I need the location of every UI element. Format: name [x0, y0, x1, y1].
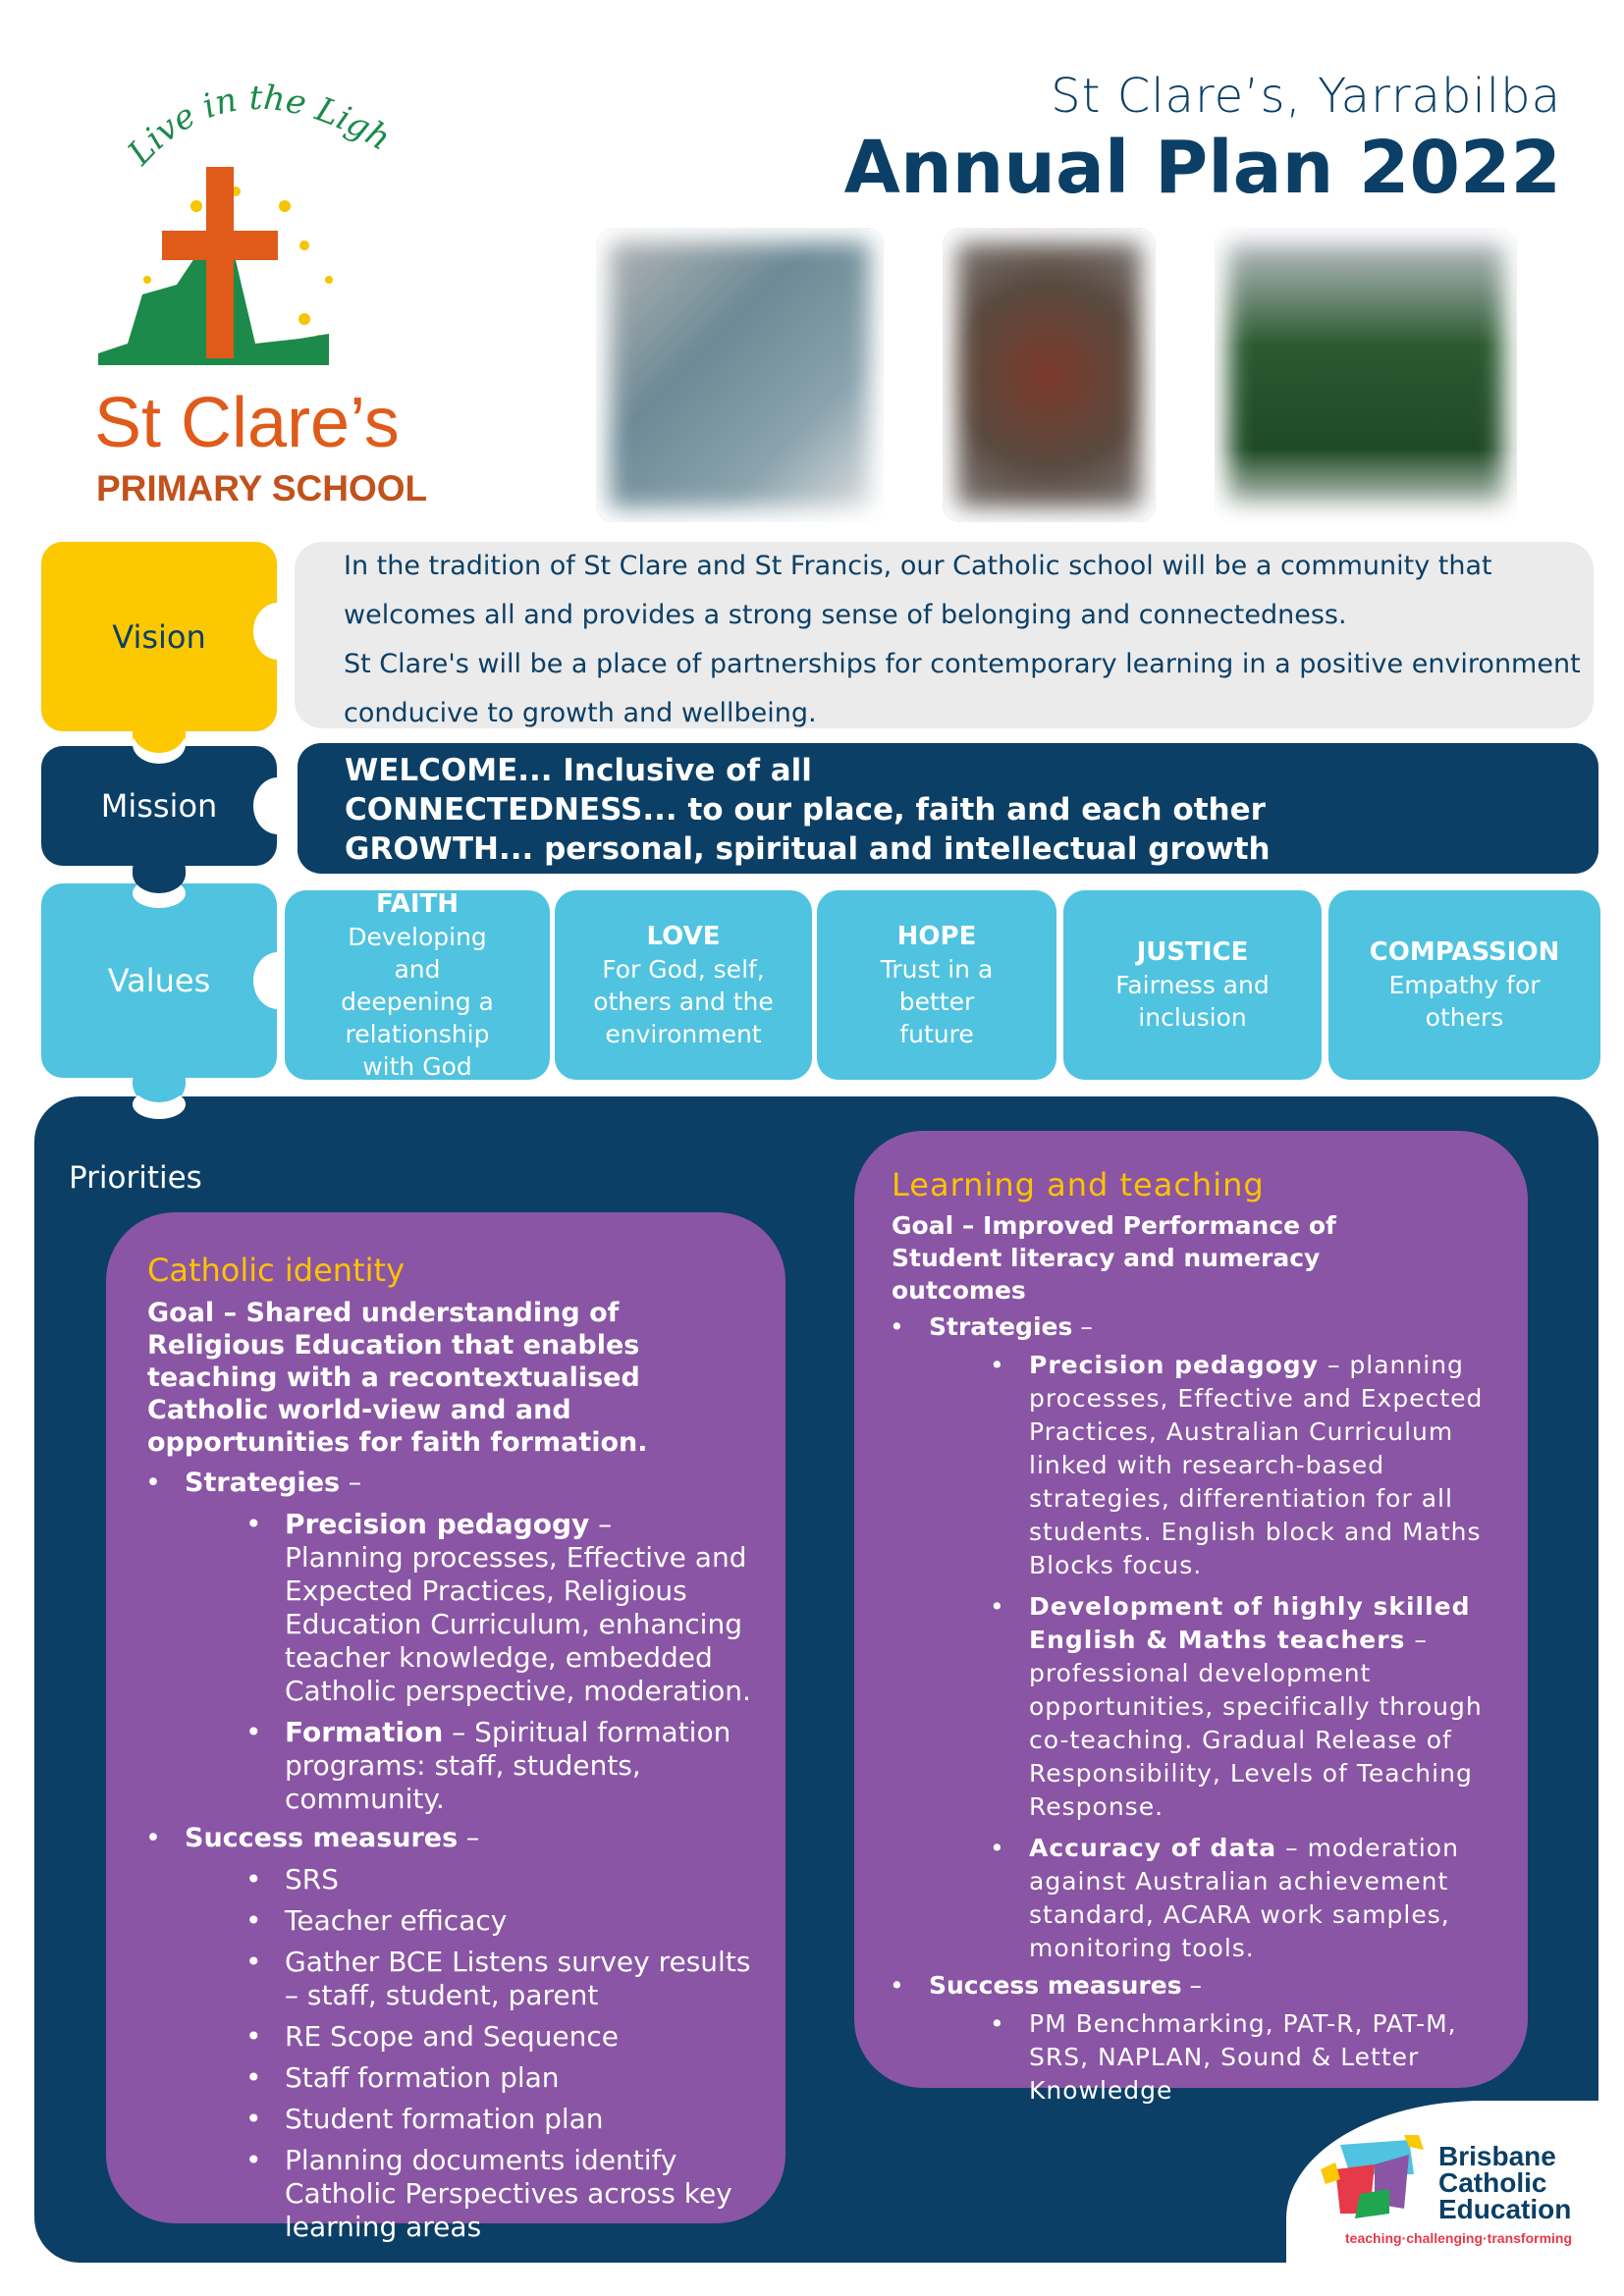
- vision-knob-overlap: [133, 709, 186, 753]
- bce-name-line: Brisbane: [1438, 2141, 1556, 2171]
- mission-label: Mission: [100, 787, 218, 825]
- vision-tab: [41, 542, 277, 731]
- bce-tagline: teaching·challenging·transforming: [1345, 2230, 1573, 2246]
- photo-san-damiano-cross: [943, 228, 1156, 522]
- mission-knob-overlap: [133, 854, 186, 893]
- bce-logo-name: [1438, 2143, 1571, 2222]
- value-title: LOVE: [646, 921, 721, 951]
- mission-line: WELCOME... Inclusive of all: [345, 753, 812, 788]
- strategy-item: • Formation – Spiritual formation programs: staff, students, community.: [285, 1716, 756, 1816]
- value-text: Empathy for others: [1388, 971, 1541, 1032]
- photo-students-classroom: [1215, 228, 1517, 522]
- vision-line: St Clare's will be a place of partnerships for contemporary learning in a positive environment: [344, 649, 1581, 679]
- values-tab: [41, 883, 277, 1078]
- learning-teaching-box: [854, 1131, 1528, 2105]
- photo-students-with-candle: [596, 228, 884, 522]
- svg-text:Live in the Light: [88, 69, 397, 174]
- vision-statement: [295, 542, 1594, 728]
- measures-heading: • Success measures –: [929, 1969, 1498, 2002]
- value-love: [555, 890, 812, 1080]
- school-logo: [88, 69, 442, 520]
- puzzle-notch: [253, 777, 302, 834]
- measure-item: • Student formation plan: [285, 2103, 756, 2136]
- school-location: St Clare’s, Yarrabilba: [1051, 69, 1561, 124]
- value-text: Developing and deepening a relationship with God: [341, 922, 494, 1081]
- value-title: HOPE: [896, 921, 977, 951]
- value-text: Trust in a better future: [880, 954, 994, 1048]
- logo-motto: Live in the Ligh: [120, 78, 398, 173]
- measure-item: • Gather BCE Listens survey results – staff, student, parent: [285, 1946, 756, 2012]
- mission-statement: [298, 743, 1598, 874]
- value-title: COMPASSION: [1369, 937, 1560, 967]
- strategy-item: • Accuracy of data – moderation against Australian achievement standard, ACARA work samples, monitoring tools.: [1029, 1832, 1498, 1965]
- measures-heading: • Success measures –: [185, 1822, 756, 1855]
- vision-line: conducive to growth and wellbeing.: [344, 698, 817, 728]
- mission-line: CONNECTEDNESS... to our place, faith and each other: [345, 792, 1266, 828]
- logo-school: PRIMARY SCHOOL: [96, 468, 428, 508]
- measure-item: • PM Benchmarking, PAT-R, PAT-M, SRS, NAPLAN, Sound & Letter Knowledge: [1029, 2007, 1498, 2108]
- strategy-item: • Precision pedagogy – Planning processes, Effective and Expected Practices, Religious Education Curriculum, enhancing teacher knowledge, embedded Catholic perspective, moderation.: [285, 1508, 756, 1708]
- measure-item: • Planning documents identify Catholic Perspectives across key learning areas: [285, 2144, 756, 2244]
- vision-line: welcomes all and provides a strong sense of belonging and connectedness.: [344, 600, 1347, 630]
- priorities-label: Priorities: [69, 1160, 202, 1196]
- learning-goal: Goal – Improved Performance of Student literacy and numeracy outcomes: [892, 1211, 1336, 1305]
- logo-name: St Clare’s: [94, 384, 400, 462]
- strategies-heading: • Strategies –: [185, 1467, 756, 1500]
- vision-label: Vision: [112, 617, 206, 656]
- value-title: JUSTICE: [1136, 937, 1249, 967]
- catholic-identity-title: Catholic identity: [147, 1252, 405, 1289]
- value-text: For God, self, others and the environment: [593, 954, 774, 1048]
- strategies-heading: • Strategies –: [929, 1310, 1498, 1343]
- strategy-item: • Development of highly skilled English & Maths teachers – professional development opportunities, specifically through co-teaching. Gradual Release of Responsibility, Levels of Teaching Response.: [1029, 1590, 1498, 1824]
- bce-name-line: Catholic: [1438, 2167, 1547, 2198]
- measure-item: • RE Scope and Sequence: [285, 2020, 756, 2054]
- catholic-goal: Goal – Shared understanding of Religious Education that enables teaching with a recontextualised Catholic world-view and and opportunities for faith formation.: [147, 1298, 648, 1458]
- value-compassion: [1328, 890, 1600, 1080]
- value-faith: [285, 890, 550, 1080]
- value-text: Fairness and inclusion: [1115, 971, 1270, 1032]
- catholic-identity-box: [106, 1212, 785, 2243]
- value-hope: [817, 890, 1056, 1080]
- value-title: FAITH: [375, 888, 460, 919]
- measure-item: • SRS: [285, 1863, 756, 1896]
- bce-logo-mark: [1321, 2135, 1429, 2232]
- measure-item: • Teacher efficacy: [285, 1904, 756, 1938]
- strategy-item: • Precision pedagogy – planning processes, Effective and Expected Practices, Australian Curriculum linked with research-based strategies, differentiation for all students. English block and Maths Blocks focus.: [1029, 1349, 1498, 1582]
- vision-line: In the tradition of St Clare and St Francis, our Catholic school will be a community that: [344, 551, 1492, 581]
- page-title: Annual Plan 2022: [843, 126, 1561, 210]
- values-knob-overlap: [133, 1065, 186, 1102]
- measure-item: • Staff formation plan: [285, 2061, 756, 2095]
- values-label: Values: [107, 962, 211, 999]
- mission-line: GROWTH... personal, spiritual and intellectual growth: [345, 831, 1271, 867]
- value-justice: [1063, 890, 1322, 1080]
- bce-name-line: Education: [1438, 2194, 1572, 2224]
- learning-teaching-title: Learning and teaching: [892, 1166, 1265, 1203]
